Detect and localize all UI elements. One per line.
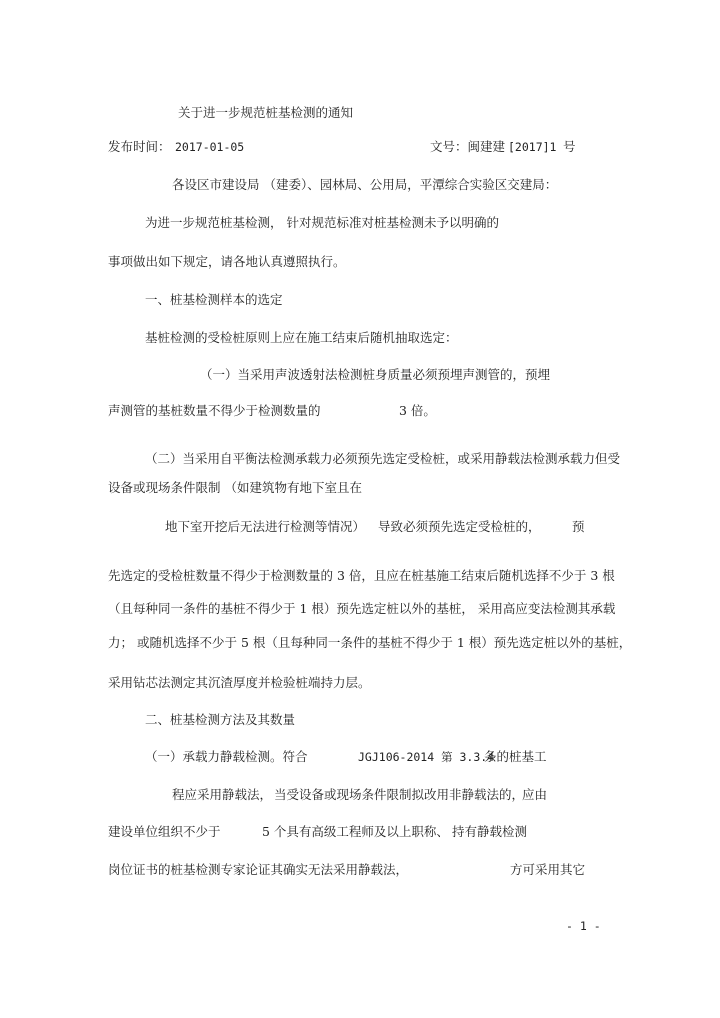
section-2-heading: 二、桩基检测方法及其数量 [145,712,296,727]
sec2-item-1-line-1b: JGJ106-2014 第 3.3.4 [358,750,495,764]
sec2-item-1-line-2b: 当受设备或现场条件限制拟改用非静载法的， [274,787,525,802]
sec2-item-1-line-4b: 方可采用其它 [510,862,586,877]
item-2-line-7: 采用钻芯法测定其沉渣厚度并检验桩端持力层。 [108,675,371,690]
doc-number: [2017]1 [508,140,557,154]
sec2-item-1-line-3c: 持有静载检测 [452,824,528,839]
item-2-line-1: （二）当采用自平衡法检测承载力必须预先选定受检桩，或采用静载法检测承载力但受 [145,451,621,466]
addressee: 各设区市建设局 （建委）、园林局、公用局，平潭综合实验区交建局： [172,177,558,192]
page-number: - 1 - [566,919,601,933]
section-1-paragraph: 基桩检测的受检桩原则上应在施工结束后随机抽取选定： [145,330,458,345]
sec2-item-1-line-3a: 建设单位组织不少于 [108,824,221,839]
item-1-line-2: 声测管的基桩数量不得少于检测数量的 [108,403,321,418]
sec2-item-1-line-2c: 应由 [522,787,548,802]
item-2-line-3a: 地下室开挖后无法进行检测等情况） [165,519,366,534]
publish-date: 2017-01-05 [175,140,245,154]
item-2-line-2: 设备或现场条件限制 （如建筑物有地下室且在 [108,480,362,495]
sec2-item-1-line-3b: 5 个具有高级工程师及以上职称、 [262,824,449,839]
section-1-heading: 一、桩基检测样本的选定 [145,292,283,307]
sec2-item-1-line-2a: 程应采用静载法， [172,787,273,802]
sec2-item-1-line-1a: （一）承载力静载检测。符合 [145,749,308,764]
item-2-line-3c: 预 [572,519,585,534]
doc-number-label: 文号：闽建建 [430,139,506,154]
item-2-line-4: 先选定的受检桩数量不得少于检测数量的 3 倍，且应在桩基施工结束后随机选择不少于 3 根 [108,568,615,583]
intro-line-1: 为进一步规范桩基检测， 针对规范标准对桩基检测未予以明确的 [145,215,499,230]
sec2-item-1-line-1c: 条的桩基工 [484,749,547,764]
item-1-line-1: （一）当采用声波透射法检测桩身质量必须预埋声测管的，预埋 [200,367,551,382]
publish-date-label: 发布时间： [108,139,171,154]
item-2-line-5: （且每种同一条件的基桩不得少于 1 根）预先选定桩以外的基桩， 采用高应变法检测其承载 [108,601,616,616]
sec2-item-1-line-4a: 岗位证书的桩基检测专家论证其确实无法采用静载法， [108,862,409,877]
item-2-line-3b: 导致必须预先选定受检桩的， [378,519,541,534]
intro-line-2: 事项做出如下规定，请各地认真遵照执行。 [108,254,346,269]
item-1-line-2-end: 3 倍。 [399,403,436,418]
doc-number-suffix: 号 [563,139,576,154]
doc-title: 关于进一步规范桩基检测的通知 [178,105,354,120]
item-2-line-6: 力； 或随机选择不少于 5 根（且每种同一条件的基桩不得少于 1 根）预先选定桩以外的基桩， [108,635,632,650]
